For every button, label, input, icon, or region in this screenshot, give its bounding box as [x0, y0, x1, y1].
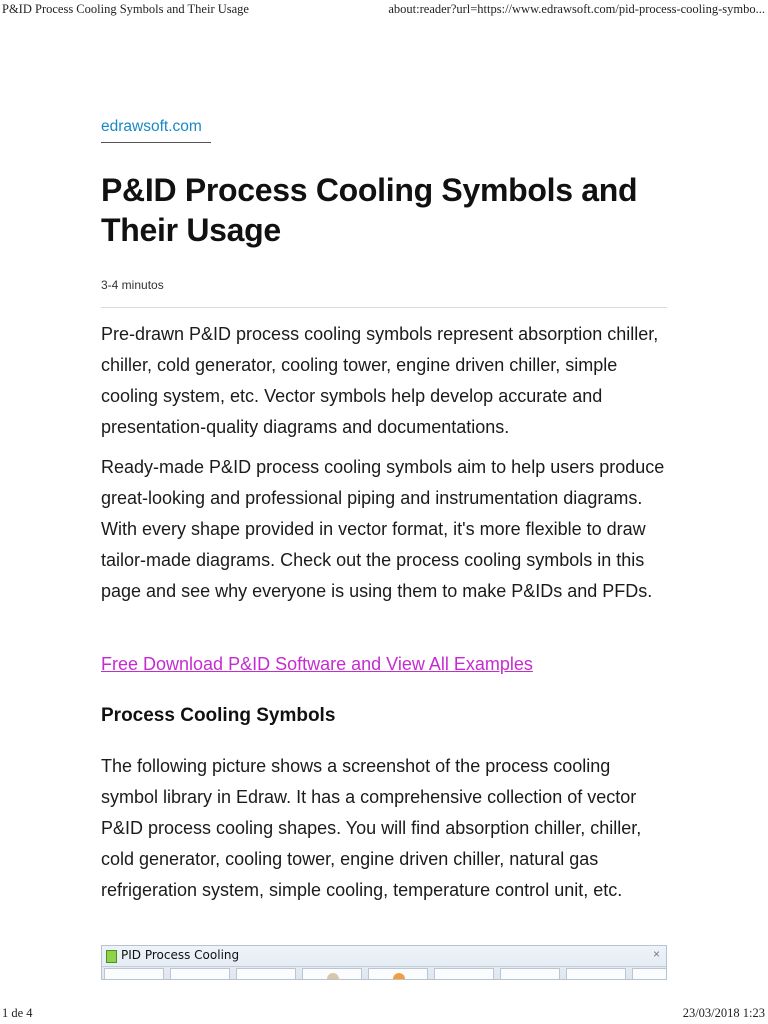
- library-icon: [106, 950, 117, 963]
- reading-time: 3-4 minutos: [101, 278, 164, 292]
- screenshot-titlebar: [102, 946, 666, 967]
- symbol-cell: [236, 968, 296, 980]
- symbol-grid: [104, 968, 664, 980]
- symbol-cell: [104, 968, 164, 980]
- symbol-cell: [170, 968, 230, 980]
- paragraph-ready-made: Ready-made P&ID process cooling symbols aim to help users produce great-looking and professional piping and instrumentation diagrams. With every shape provided in vector format, it's more flexible to draw tailor-made diagrams. Check out the process cooling symbols in this page and see why everyone is using them to make P&IDs and PFDs.: [101, 457, 665, 601]
- symbol-cell: [632, 968, 667, 980]
- chiller-icon: [393, 973, 405, 980]
- symbol-cell: [566, 968, 626, 980]
- print-footer: [0, 1006, 768, 1022]
- symbol-cell: [302, 968, 362, 980]
- section-heading: Process Cooling Symbols: [101, 705, 336, 726]
- page-number: 1 de 4: [2, 1006, 33, 1020]
- source-domain-link[interactable]: edrawsoft.com: [101, 118, 211, 143]
- paragraph-library: The following picture shows a screenshot of the process cooling symbol library in Edraw. It has a comprehensive collection of vector P&ID process cooling shapes. You will find absorption chiller, chiller, cold generator, cooling tower, engine driven chiller, natural gas refrigeration system, simple cooling, temperature control unit, etc.: [101, 756, 642, 900]
- cooling-tower-icon: [327, 973, 339, 980]
- symbol-cell: [434, 968, 494, 980]
- symbol-cell: [500, 968, 560, 980]
- print-header-title: P&ID Process Cooling Symbols and Their Usage: [2, 2, 249, 16]
- print-datetime: 23/03/2018 1:23: [682, 1006, 765, 1020]
- article-title: P&ID Process Cooling Symbols and Their Usage: [101, 172, 638, 248]
- print-header-url: about:reader?url=https://www.edrawsoft.com/pid-process-cooling-symbo...: [388, 2, 765, 16]
- close-icon: ×: [652, 947, 660, 961]
- print-header: [0, 2, 768, 18]
- library-screenshot: [101, 945, 667, 980]
- header-divider: [101, 307, 667, 308]
- screenshot-window-title: PID Process Cooling: [121, 948, 240, 962]
- paragraph-intro: Pre-drawn P&ID process cooling symbols represent absorption chiller, chiller, cold generator, cooling tower, engine driven chiller, simple cooling system, etc. Vector symbols help develop accurate and presentation-quality diagrams and documentations.: [101, 324, 659, 437]
- download-link[interactable]: Free Download P&ID Software and View All Examples: [101, 654, 533, 674]
- symbol-cell: [368, 968, 428, 980]
